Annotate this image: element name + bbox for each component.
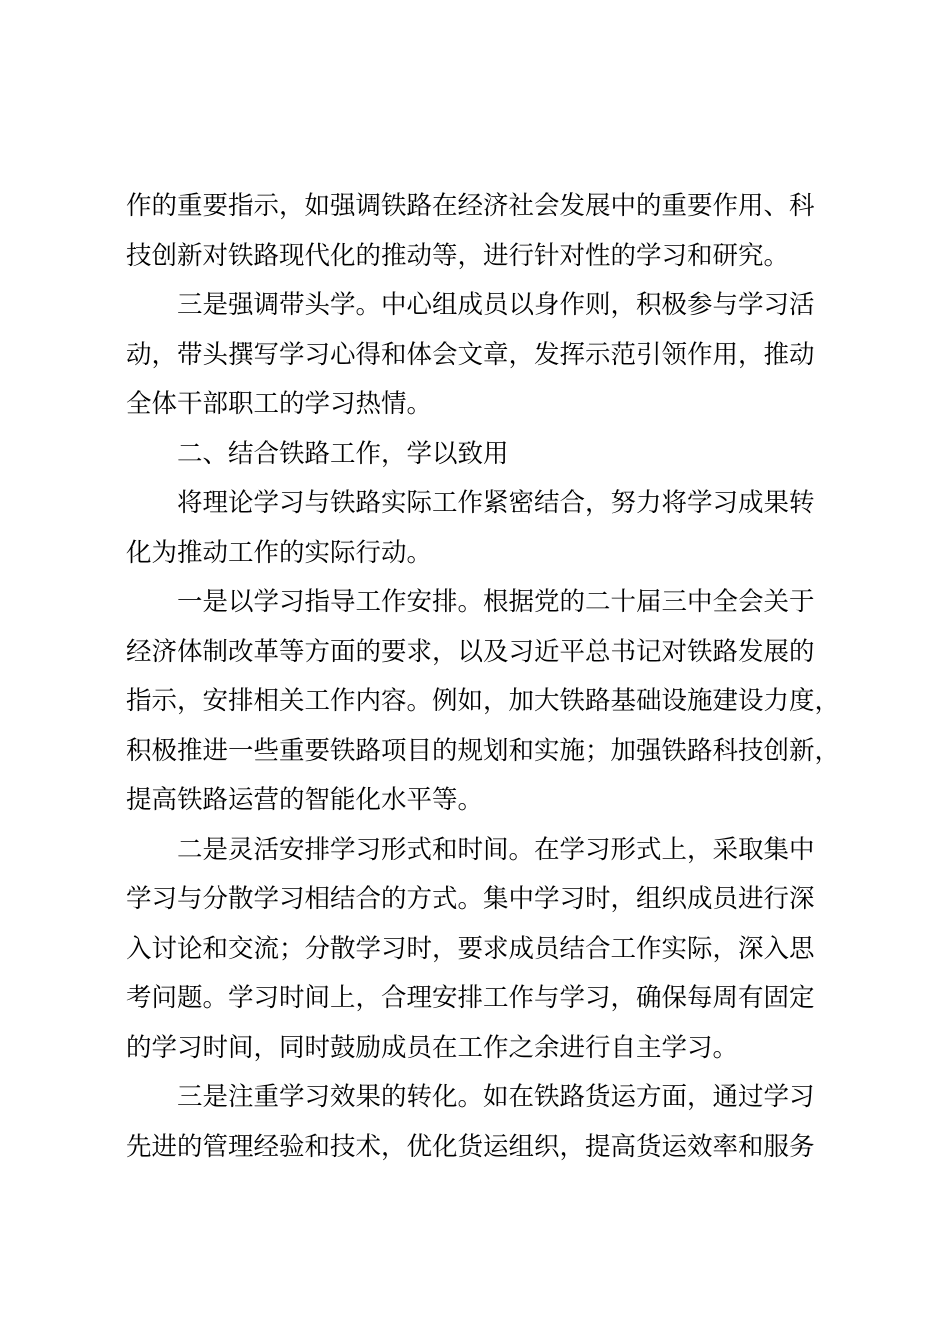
paragraph-start: 三是注重学习效果的转化。如在铁路货运方面，通过学习 — [177, 1082, 815, 1112]
text-line: 指示，安排相关工作内容。例如，加大铁路基础设施建设力度， — [126, 686, 841, 716]
text-line: 考问题。学习时间上，合理安排工作与学习，确保每周有固定 — [126, 983, 815, 1013]
text-line: 积极推进一些重要铁路项目的规划和实施；加强铁路科技创新， — [126, 735, 841, 766]
text-line: 作的重要指示，如强调铁路在经济社会发展中的重要作用、科 — [126, 191, 815, 221]
paragraph-start: 一是以学习指导工作安排。根据党的二十届三中全会关于 — [177, 587, 815, 617]
text-line: 入讨论和交流；分散学习时，要求成员结合工作实际，深入思 — [126, 933, 815, 964]
text-line: 全体干部职工的学习热情。 — [126, 389, 433, 419]
text-line: 提高铁路运营的智能化水平等。 — [126, 785, 484, 815]
section-heading: 二、结合铁路工作，学以致用 — [177, 438, 509, 469]
text-line: 化为推动工作的实际行动。 — [126, 537, 433, 568]
text-line: 技创新对铁路现代化的推动等，进行针对性的学习和研究。 — [126, 240, 790, 271]
paragraph-start: 二是灵活安排学习形式和时间。在学习形式上，采取集中 — [177, 834, 815, 865]
text-line: 动，带头撰写学习心得和体会文章，发挥示范引领作用，推动 — [126, 339, 815, 370]
text-line: 经济体制改革等方面的要求，以及习近平总书记对铁路发展的 — [126, 636, 815, 667]
text-line: 学习与分散学习相结合的方式。集中学习时，组织成员进行深 — [126, 884, 815, 914]
document-body — [126, 182, 846, 1172]
text-line: 先进的管理经验和技术，优化货运组织，提高货运效率和服务 — [126, 1131, 815, 1162]
paragraph-start: 将理论学习与铁路实际工作紧密结合，努力将学习成果转 — [177, 488, 815, 518]
paragraph-start: 三是强调带头学。中心组成员以身作则，积极参与学习活 — [177, 290, 815, 320]
text-line: 的学习时间，同时鼓励成员在工作之余进行自主学习。 — [126, 1032, 739, 1063]
